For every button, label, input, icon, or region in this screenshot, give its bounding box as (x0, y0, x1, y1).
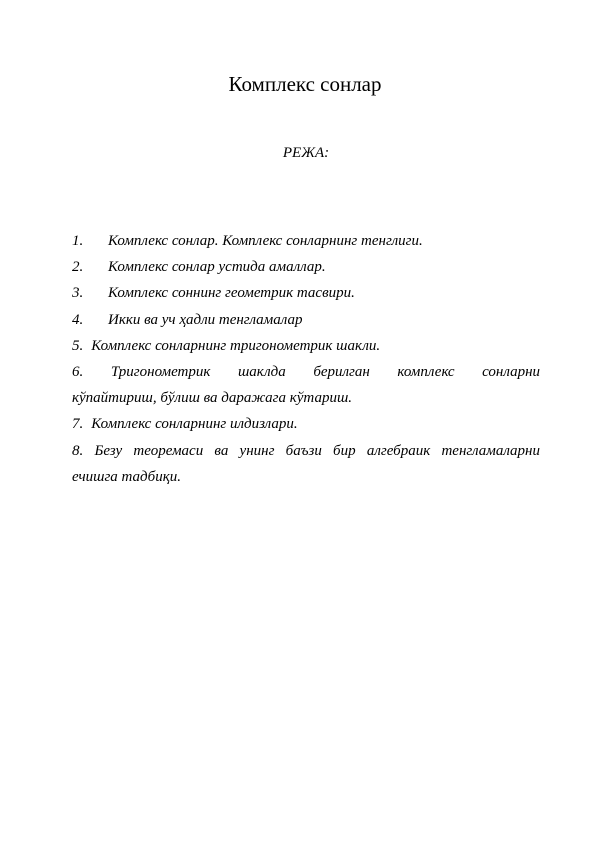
plan-heading: РЕЖА: (282, 145, 330, 161)
list-item-5 (72, 333, 540, 359)
list-item-text-line2: ечишга тадбиқи. (72, 468, 181, 485)
list-item-number: 6. (72, 364, 84, 381)
list-item-1 (72, 228, 540, 254)
list-item-number: 3. (72, 285, 84, 302)
list-item-text: Тригонометрик шаклда берилган комплекс сонларни (110, 364, 541, 381)
list-item-text: Комплекс сонлар. Комплекс сонларнинг тенглиги. (108, 233, 423, 249)
list-item-text-line1 (72, 438, 540, 464)
list-item-text-line1 (72, 359, 540, 385)
list-item-text: Комплекс сонларнинг тригонометрик шакли. (91, 337, 381, 354)
list-item-7 (72, 411, 540, 437)
list-item-4 (72, 307, 540, 333)
list-item-text: Комплекс соннинг геометрик тасвири. (108, 285, 355, 302)
list-item-text: Комплекс сонларнинг илдизлари. (91, 416, 298, 433)
list-item-8 (72, 438, 540, 490)
list-item-number: 1. (72, 233, 84, 249)
plan-list (72, 228, 540, 490)
list-item-text: Безу теоремаси ва унинг баъзи бир алгебраик тенгламаларни (94, 442, 540, 459)
list-item-number: 7. (72, 416, 84, 433)
list-item-number: 5. (72, 337, 84, 354)
list-item-text-line2: кўпайтириш, бўлиш ва даражага кўтариш. (72, 390, 353, 407)
list-item-number: 2. (72, 259, 84, 276)
list-item-6 (72, 359, 540, 411)
document-title: Комплекс сонлар (228, 72, 382, 96)
list-item-2 (72, 254, 540, 280)
list-item-text: Икки ва уч ҳадли тенгламалар (108, 311, 303, 328)
list-item-number: 8. (72, 442, 84, 459)
list-item-number: 4. (72, 311, 84, 328)
list-item-3 (72, 280, 540, 306)
list-item-text: Комплекс сонлар устида амаллар. (108, 259, 326, 276)
